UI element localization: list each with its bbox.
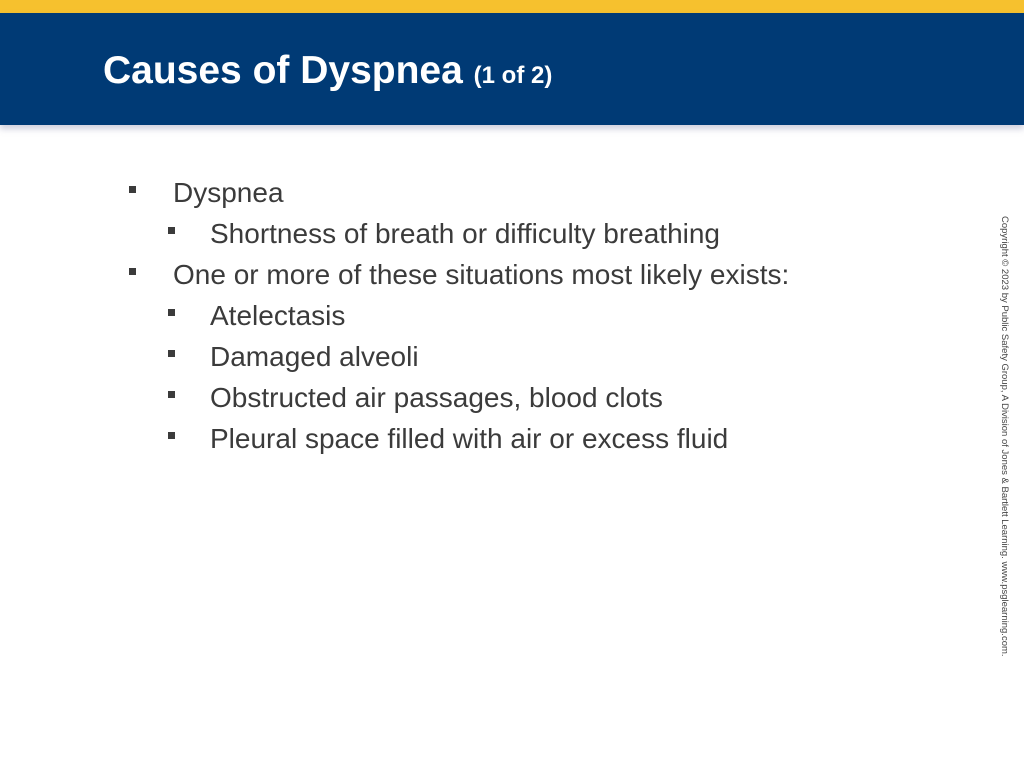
sub-bullet-item bbox=[0, 418, 960, 459]
sub-bullet-item bbox=[0, 295, 960, 336]
bullet-list bbox=[0, 172, 960, 459]
gold-accent-bar bbox=[0, 0, 1024, 13]
square-bullet-icon bbox=[129, 186, 136, 193]
slide-title-main: Causes of Dyspnea bbox=[103, 49, 463, 92]
square-bullet-icon bbox=[168, 227, 175, 234]
sub-bullet-item bbox=[0, 336, 960, 377]
sub-bullet-text: Damaged alveoli bbox=[210, 341, 419, 372]
square-bullet-icon bbox=[168, 309, 175, 316]
copyright-notice: Copyright © 2023 by Public Safety Group, A Division of Jones & Bartlett Learning. www.psglearning.com. bbox=[999, 216, 1010, 657]
slide-title bbox=[103, 49, 552, 98]
bullet-text: One or more of these situations most likely exists: bbox=[173, 259, 790, 290]
sub-bullet-item bbox=[0, 377, 960, 418]
square-bullet-icon bbox=[168, 391, 175, 398]
sub-bullet-text: Atelectasis bbox=[210, 300, 346, 331]
slide-title-sub: (1 of 2) bbox=[473, 62, 553, 89]
bullet-item bbox=[0, 254, 960, 295]
sub-bullet-text: Obstructed air passages, blood clots bbox=[210, 382, 663, 413]
bullet-text: Dyspnea bbox=[173, 177, 284, 208]
bullet-item bbox=[0, 172, 960, 213]
sub-bullet-item bbox=[0, 213, 960, 254]
square-bullet-icon bbox=[129, 268, 136, 275]
square-bullet-icon bbox=[168, 432, 175, 439]
sub-bullet-text: Pleural space filled with air or excess fluid bbox=[210, 423, 729, 454]
square-bullet-icon bbox=[168, 350, 175, 357]
sub-bullet-text: Shortness of breath or difficulty breathing bbox=[210, 218, 721, 249]
